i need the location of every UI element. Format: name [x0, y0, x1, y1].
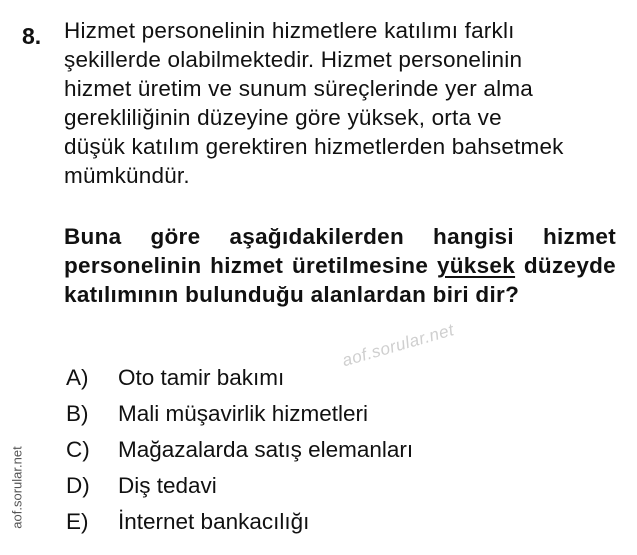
prompt-text-after: düzeyde katılımının bulunduğu alanlardan biri dir? [64, 253, 616, 307]
option-letter: B) [66, 401, 89, 426]
watermark-side: aof.sorular.net [9, 446, 25, 529]
stem-line: düşük katılım gerektiren hizmetlerden bahsetmek [64, 134, 564, 159]
stem-line: Hizmet personelinin hizmetlere katılımı farklı [64, 18, 515, 43]
option-text: Mağazalarda satış elemanları [118, 437, 414, 462]
option-letter: C) [66, 437, 90, 462]
question-prompt [64, 222, 616, 309]
option-text: Diş tedavi [118, 473, 217, 498]
option-e[interactable] [66, 504, 413, 540]
option-letter: D) [66, 473, 90, 498]
question-number: 8. [22, 23, 42, 49]
answer-options [66, 360, 413, 540]
question-stem [64, 16, 616, 190]
option-text: Mali müşavirlik hizmetleri [118, 401, 369, 426]
option-b[interactable] [66, 396, 413, 432]
option-text: İnternet bankacılığı [118, 509, 310, 534]
prompt-text-before: Buna göre aşağıdakilerden hangisi hizmet personelinin hizmet üretilmesine [64, 224, 616, 278]
option-letter: A) [66, 365, 89, 390]
option-c[interactable] [66, 432, 413, 468]
option-d[interactable] [66, 468, 413, 504]
stem-line: hizmet üretim ve sunum süreçlerinde yer alma [64, 76, 533, 101]
stem-line: mümkündür. [64, 163, 190, 188]
prompt-emphasis: yüksek [436, 253, 516, 278]
option-letter: E) [66, 509, 89, 534]
watermark-center: aof.sorular.net [340, 320, 457, 371]
option-text: Oto tamir bakımı [118, 365, 285, 390]
stem-line: şekillerde olabilmektedir. Hizmet personelinin [64, 47, 523, 72]
stem-line: gerekliliğinin düzeyine göre yüksek, orta ve [64, 105, 502, 130]
